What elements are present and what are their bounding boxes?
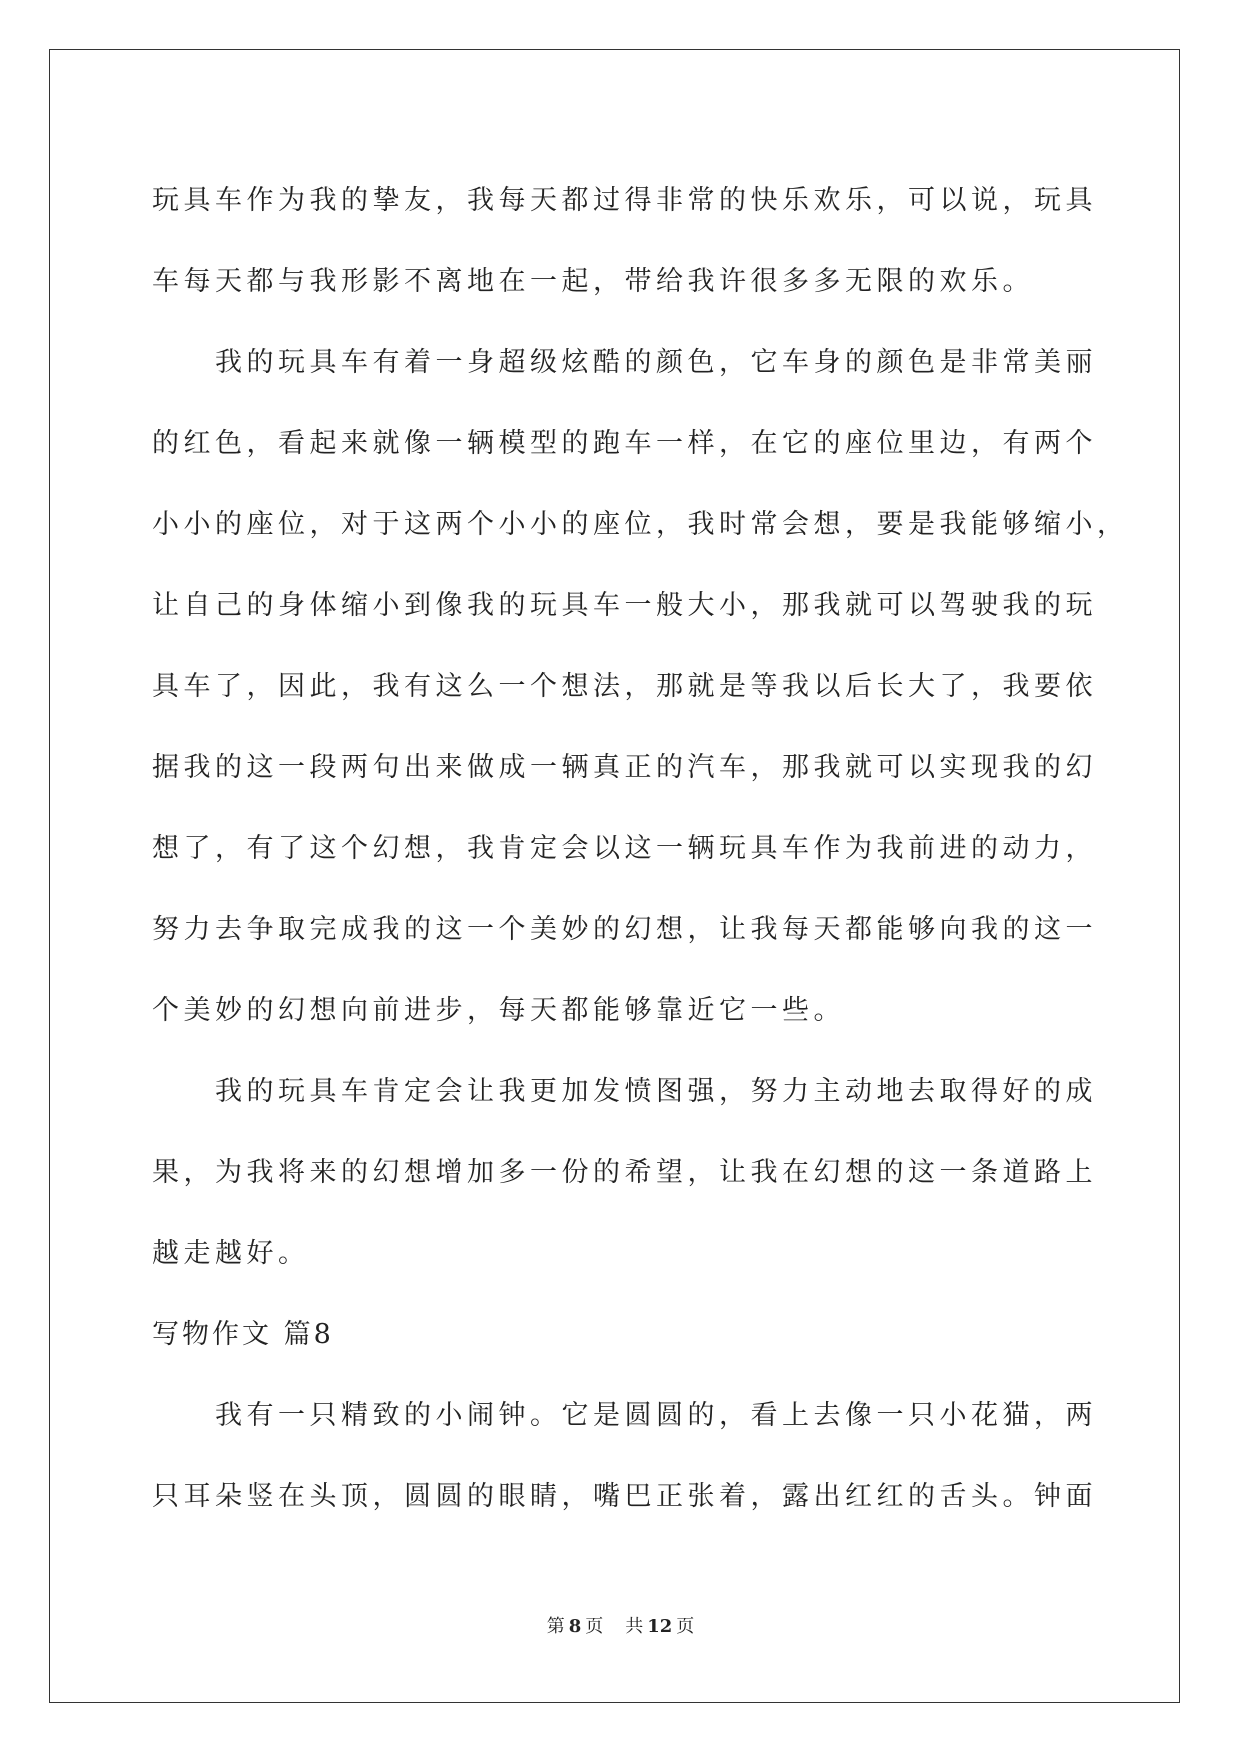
paragraph-line: 玩具车作为我的挚友，我每天都过得非常的快乐欢乐，可以说，玩具 bbox=[152, 185, 1097, 216]
paragraph-line: 具车了，因此，我有这么一个想法，那就是等我以后长大了，我要依 bbox=[152, 671, 1097, 702]
document-body bbox=[152, 160, 1129, 1537]
paragraph-line: 想了，有了这个幻想，我肯定会以这一辆玩具车作为我前进的动力， bbox=[152, 833, 1097, 864]
total-prefix: 共 bbox=[625, 1616, 644, 1637]
page-number: 8 bbox=[568, 1616, 582, 1637]
paragraph-line: 果，为我将来的幻想增加多一份的希望，让我在幻想的这一条道路上 bbox=[152, 1157, 1097, 1188]
paragraph-line: 让自己的身体缩小到像我的玩具车一般大小，那我就可以驾驶我的玩 bbox=[152, 590, 1097, 621]
page-suffix: 页 bbox=[585, 1616, 604, 1637]
paragraph-line: 我的玩具车肯定会让我更加发愤图强，努力主动地去取得好的成 bbox=[215, 1076, 1097, 1107]
paragraph-line: 小小的座位，对于这两个小小的座位，我时常会想，要是我能够缩小， bbox=[152, 509, 1129, 540]
paragraph-line: 我的玩具车有着一身超级炫酷的颜色，它车身的颜色是非常美丽 bbox=[215, 347, 1097, 378]
page-footer bbox=[0, 1612, 1241, 1638]
paragraph-line: 努力去争取完成我的这一个美妙的幻想，让我每天都能够向我的这一 bbox=[152, 914, 1097, 945]
paragraph-line: 据我的这一段两句出来做成一辆真正的汽车，那我就可以实现我的幻 bbox=[152, 752, 1097, 783]
section-heading: 写物作文 篇8 bbox=[152, 1319, 334, 1350]
total-pages: 12 bbox=[647, 1616, 673, 1637]
paragraph-line: 的红色，看起来就像一辆模型的跑车一样，在它的座位里边，有两个 bbox=[152, 428, 1097, 459]
paragraph-line: 个美妙的幻想向前进步，每天都能够靠近它一些。 bbox=[152, 995, 845, 1026]
page-prefix: 第 bbox=[546, 1616, 565, 1637]
total-suffix: 页 bbox=[676, 1616, 695, 1637]
paragraph-line: 我有一只精致的小闹钟。它是圆圆的，看上去像一只小花猫，两 bbox=[215, 1400, 1097, 1431]
paragraph-line: 越走越好。 bbox=[152, 1238, 310, 1269]
paragraph-line: 车每天都与我形影不离地在一起，带给我许很多多无限的欢乐。 bbox=[152, 266, 1034, 297]
paragraph-line: 只耳朵竖在头顶，圆圆的眼睛，嘴巴正张着，露出红红的舌头。钟面 bbox=[152, 1481, 1097, 1512]
